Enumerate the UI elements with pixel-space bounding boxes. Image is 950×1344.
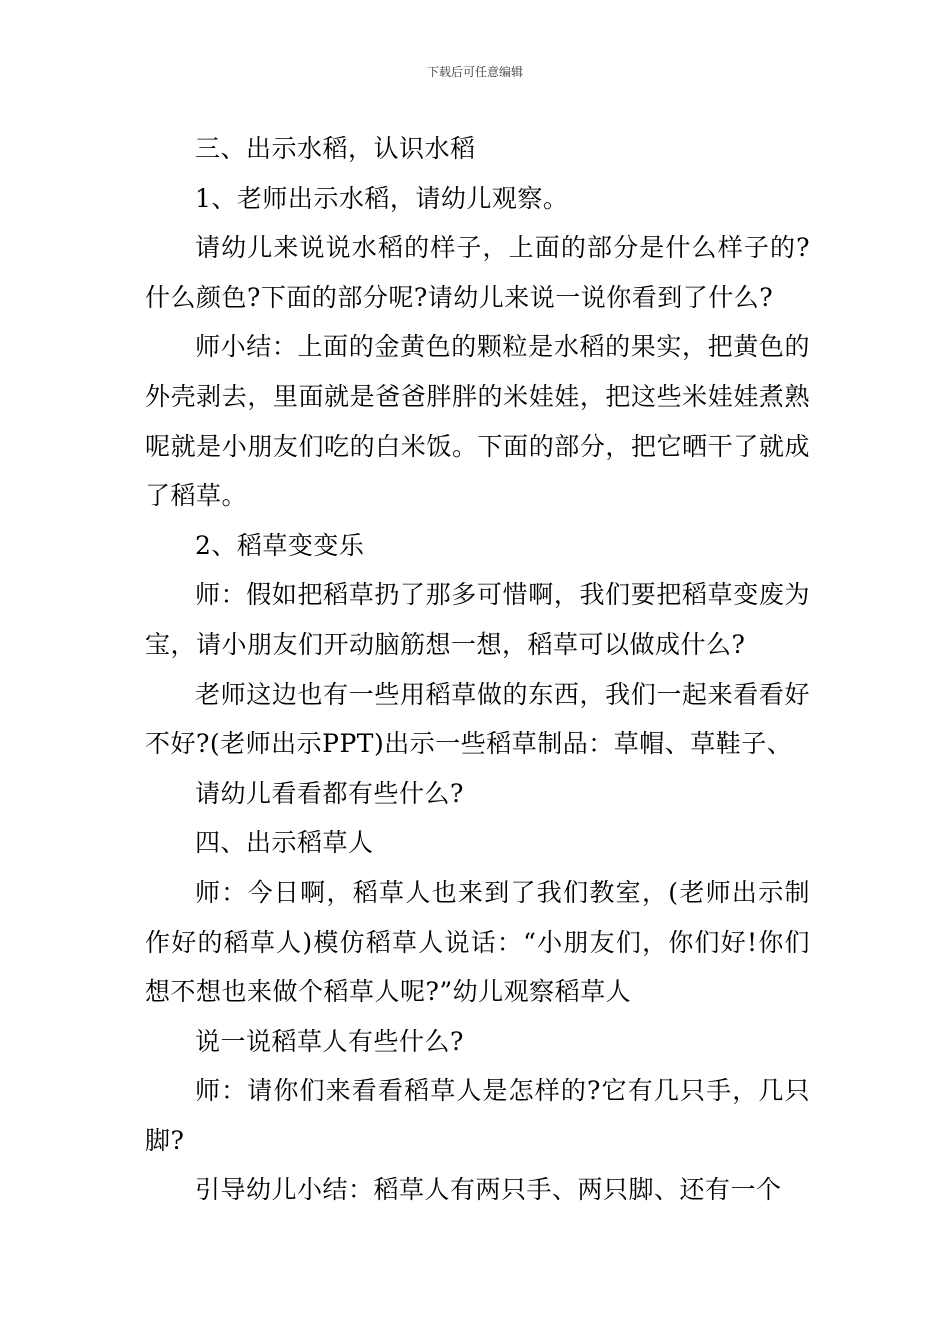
paragraph: 请幼儿看看都有些什么?	[195, 778, 464, 808]
section-heading-scarecrow: 四、出示稻草人	[195, 828, 374, 858]
paragraph: 老师这边也有一些用稻草做的东西，我们一起来看看好不好?(老师出示PPT)出示一些稻草制品：草帽、草鞋子、	[145, 679, 810, 759]
paragraph: 师：今日啊，稻草人也来到了我们教室，(老师出示制作好的稻草人)模仿稻草人说话：“小朋友们，你们好!你们想不想也来做个稻草人呢?”幼儿观察稻草人	[145, 877, 810, 1007]
page-header: 下载后可任意编辑	[426, 65, 523, 79]
paragraph: 师：假如把稻草扔了那多可惜啊，我们要把稻草变废为宝，请小朋友们开动脑筋想一想，稻草可以做成什么?	[145, 580, 810, 659]
paragraph: 师：请你们来看看稻草人是怎样的?它有几只手，几只脚?	[145, 1076, 810, 1155]
section-heading-rice: 三、出示水稻，认识水稻	[195, 134, 476, 163]
document-body	[145, 124, 810, 1215]
paragraph: 引导幼儿小结：稻草人有两只手、两只脚、还有一个	[195, 1175, 782, 1205]
step-straw-game: 2、稻草变变乐	[195, 530, 365, 560]
step-show-rice: 1、老师出示水稻，请幼儿观察。	[195, 183, 569, 213]
teacher-summary: 师小结：上面的金黄色的颗粒是水稻的果实，把黄色的外壳剥去，里面就是爸爸胖胖的米娃娃，把这些米娃娃煮熟呢就是小朋友们吃的白米饭。下面的部分，把它晒干了就成了稻草。	[145, 332, 810, 511]
paragraph: 请幼儿来说说水稻的样子，上面的部分是什么样子的?什么颜色?下面的部分呢?请幼儿来说一说你看到了什么?	[145, 233, 810, 312]
paragraph: 说一说稻草人有些什么?	[195, 1026, 464, 1056]
